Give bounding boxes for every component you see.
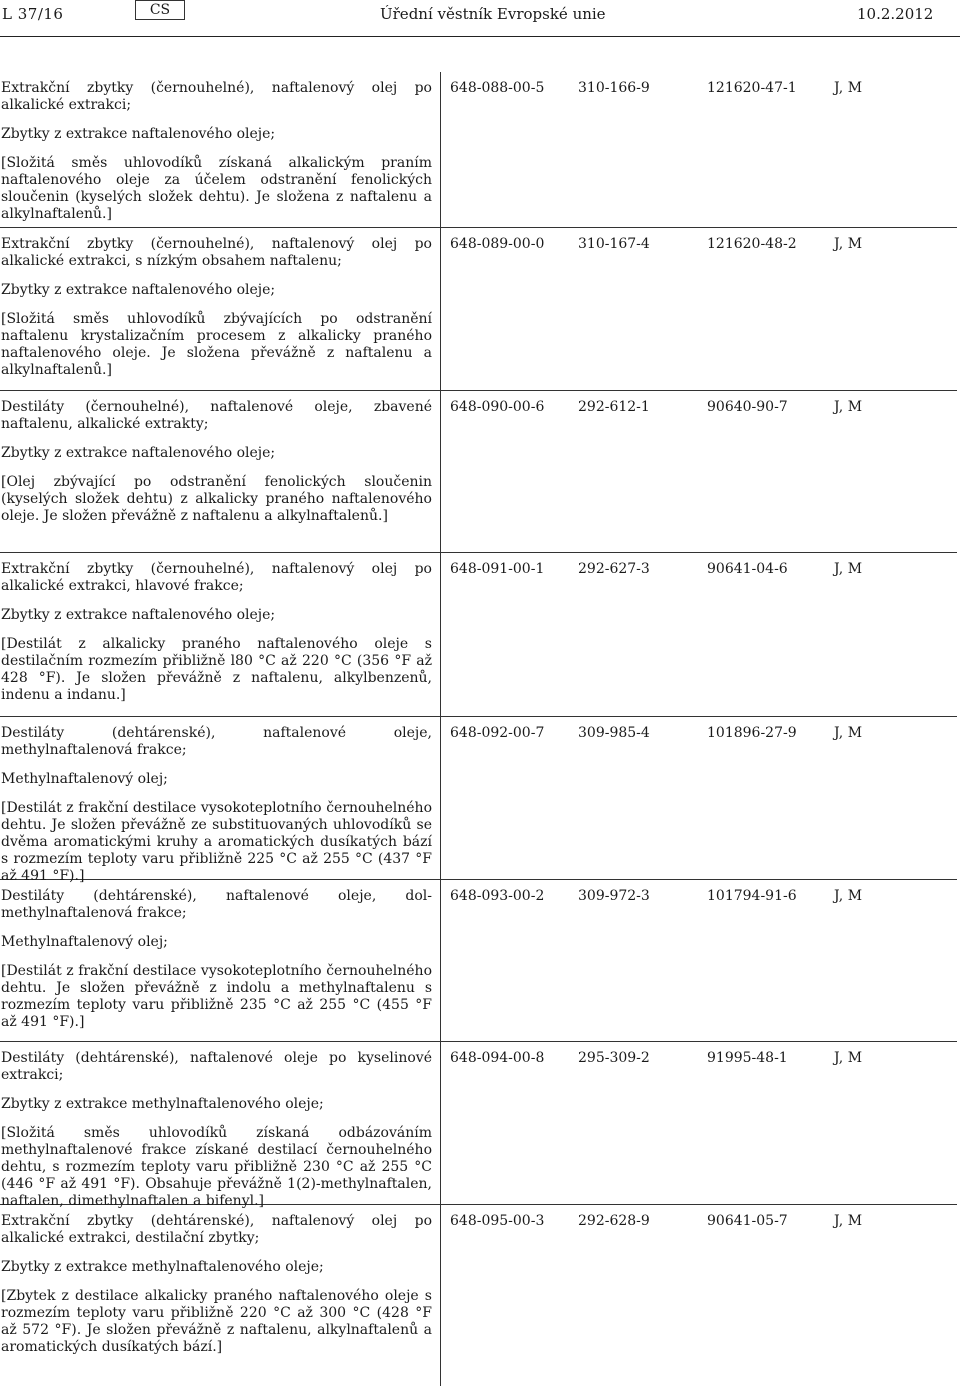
notes: J, M bbox=[834, 236, 863, 252]
column-divider bbox=[440, 880, 441, 1041]
column-divider bbox=[440, 717, 441, 879]
column-divider bbox=[440, 1205, 441, 1386]
cas-number: 90641-05-7 bbox=[707, 1213, 788, 1229]
page-reference: L 37/16 bbox=[2, 5, 64, 23]
substance-synonym: Zbytky z extrakce naftalenového oleje; bbox=[1, 445, 276, 461]
substance-composition: [Destilát z alkalicky praného naftalenového oleje s destilačním rozmezím přibližně l80 °C až 220 °C (356 °F až 428 °F). Je složen převážně z naftalenu, alkylbenzenů, indenu a indanu.] bbox=[1, 636, 432, 703]
substance-synonym: Methylnaftalenový olej; bbox=[1, 934, 168, 950]
ec-number: 292-612-1 bbox=[578, 399, 650, 415]
index-number: 648-093-00-2 bbox=[450, 888, 545, 904]
journal-title: Úřední věstník Evropské unie bbox=[380, 5, 606, 23]
notes: J, M bbox=[834, 399, 863, 415]
index-number: 648-091-00-1 bbox=[450, 561, 545, 577]
substance-name: Destiláty (černouhelné), naftalenové oleje, zbavené naftalenu, alkalické extrakty; bbox=[1, 399, 432, 432]
ec-number: 310-166-9 bbox=[578, 80, 650, 96]
ec-number: 295-309-2 bbox=[578, 1050, 650, 1066]
table-row bbox=[0, 228, 957, 391]
notes: J, M bbox=[834, 1213, 863, 1229]
substance-composition: [Složitá směs uhlovodíků získaná odbázováním methylnaftalenové frakce získané destilací černouhelného dehtu, s rozmezím teploty varu přibližně 230 °C až 255 °C (446 °F až 491 °F). Obsahuje převážně 1(2)-methylnaftalen, naftalen, dimethylnaftalen a bifenyl.] bbox=[1, 1125, 432, 1209]
substance-name: Destiláty (dehtárenské), naftalenové oleje, dol-methylnaftalenová frakce; bbox=[1, 888, 432, 921]
substance-name: Extrakční zbytky (černouhelné), naftalenový olej po alkalické extrakci; bbox=[1, 80, 432, 113]
substance-composition: [Destilát z frakční destilace vysokoteplotního černouhelného dehtu. Je složen převážně ze substituovaných uhlovodíků se dvěma aromatickými kruhy a aromatických dusíkatých bází s rozmezím teploty varu přibližně 225 °C až 255 °C (437 °F až 491 °F).] bbox=[1, 800, 432, 884]
notes: J, M bbox=[834, 1050, 863, 1066]
page-header bbox=[0, 0, 960, 37]
substance-description bbox=[1, 888, 432, 1043]
cas-number: 90641-04-6 bbox=[707, 561, 788, 577]
column-divider bbox=[440, 72, 441, 227]
table-row bbox=[0, 1042, 957, 1209]
substance-description bbox=[1, 80, 432, 235]
substance-synonym: Zbytky z extrakce methylnaftalenového oleje; bbox=[1, 1259, 324, 1275]
ec-number: 310-167-4 bbox=[578, 236, 650, 252]
table-row bbox=[0, 553, 957, 717]
substance-name: Extrakční zbytky (černouhelné), naftalenový olej po alkalické extrakci, hlavové frakce; bbox=[1, 561, 432, 594]
ec-number: 309-985-4 bbox=[578, 725, 650, 741]
substance-description bbox=[1, 725, 432, 897]
table-row bbox=[0, 717, 957, 884]
table-row bbox=[0, 1205, 957, 1386]
index-number: 648-094-00-8 bbox=[450, 1050, 545, 1066]
notes: J, M bbox=[834, 888, 863, 904]
substance-synonym: Methylnaftalenový olej; bbox=[1, 771, 168, 787]
substance-name: Extrakční zbytky (černouhelné), naftalenový olej po alkalické extrakci, s nízkým obsahem naftalenu; bbox=[1, 236, 432, 269]
table-row bbox=[0, 391, 957, 553]
cas-number: 121620-48-2 bbox=[707, 236, 797, 252]
substance-composition: [Zbytek z destilace alkalicky praného naftalenového oleje s rozmezím teploty varu přibližně 220 °C až 300 °C (428 °F až 572 °F). Je složen převážně z naftalenu, alkylnaftalenů a aromatických dusíkatých bází.] bbox=[1, 1288, 432, 1355]
substance-name: Extrakční zbytky (dehtárenské), naftalenový olej po alkalické extrakci, destilační zbytky; bbox=[1, 1213, 432, 1246]
substance-name: Destiláty (dehtárenské), naftalenové oleje, methylnaftalenová frakce; bbox=[1, 725, 432, 758]
notes: J, M bbox=[834, 725, 863, 741]
substance-description bbox=[1, 1213, 432, 1368]
cas-number: 101794-91-6 bbox=[707, 888, 797, 904]
substance-description bbox=[1, 561, 432, 716]
column-divider bbox=[440, 228, 441, 390]
substance-synonym: Zbytky z extrakce naftalenového oleje; bbox=[1, 126, 276, 142]
publication-date: 10.2.2012 bbox=[857, 5, 934, 23]
cas-number: 101896-27-9 bbox=[707, 725, 797, 741]
substance-synonym: Zbytky z extrakce naftalenového oleje; bbox=[1, 282, 276, 298]
index-number: 648-095-00-3 bbox=[450, 1213, 545, 1229]
index-number: 648-092-00-7 bbox=[450, 725, 545, 741]
substance-synonym: Zbytky z extrakce naftalenového oleje; bbox=[1, 607, 276, 623]
ec-number: 292-628-9 bbox=[578, 1213, 650, 1229]
index-number: 648-090-00-6 bbox=[450, 399, 545, 415]
ec-number: 309-972-3 bbox=[578, 888, 650, 904]
substance-composition: [Olej zbývající po odstranění fenolických sloučenin (kyselých složek dehtu) z alkalicky praného naftalenového oleje. Je složen převážně z naftalenu a alkylnaftalenů.] bbox=[1, 474, 432, 524]
notes: J, M bbox=[834, 561, 863, 577]
substance-composition: [Složitá směs uhlovodíků zbývajících po odstranění naftalenu krystalizačním procesem z alkalicky praného naftalenového oleje. Je složena převážně z naftalenu a alkylnaftalenů.] bbox=[1, 311, 432, 378]
substance-description bbox=[1, 399, 432, 537]
cas-number: 121620-47-1 bbox=[707, 80, 797, 96]
substance-description bbox=[1, 1050, 432, 1222]
substance-composition: [Destilát z frakční destilace vysokoteplotního černouhelného dehtu. Je složen převážně z indolu a methylnaftalenu s rozmezím teploty varu přibližně 235 °C až 255 °C (455 °F až 491 °F).] bbox=[1, 963, 432, 1030]
index-number: 648-088-00-5 bbox=[450, 80, 545, 96]
index-number: 648-089-00-0 bbox=[450, 236, 545, 252]
cas-number: 90640-90-7 bbox=[707, 399, 788, 415]
column-divider bbox=[440, 1042, 441, 1204]
table-row bbox=[0, 880, 957, 1042]
substance-synonym: Zbytky z extrakce methylnaftalenového oleje; bbox=[1, 1096, 324, 1112]
column-divider bbox=[440, 391, 441, 552]
cas-number: 91995-48-1 bbox=[707, 1050, 788, 1066]
substance-composition: [Složitá směs uhlovodíků získaná alkalickým praním naftalenového oleje za účelem odstranění fenolických sloučenin (kyselých složek dehtu). Je složena z naftalenu a alkylnaftalenů.] bbox=[1, 155, 432, 222]
substance-name: Destiláty (dehtárenské), naftalenové oleje po kyselinové extrakci; bbox=[1, 1050, 432, 1083]
ec-number: 292-627-3 bbox=[578, 561, 650, 577]
notes: J, M bbox=[834, 80, 863, 96]
substance-description bbox=[1, 236, 432, 391]
language-badge: CS bbox=[135, 0, 185, 20]
table-row bbox=[0, 72, 957, 228]
column-divider bbox=[440, 553, 441, 716]
